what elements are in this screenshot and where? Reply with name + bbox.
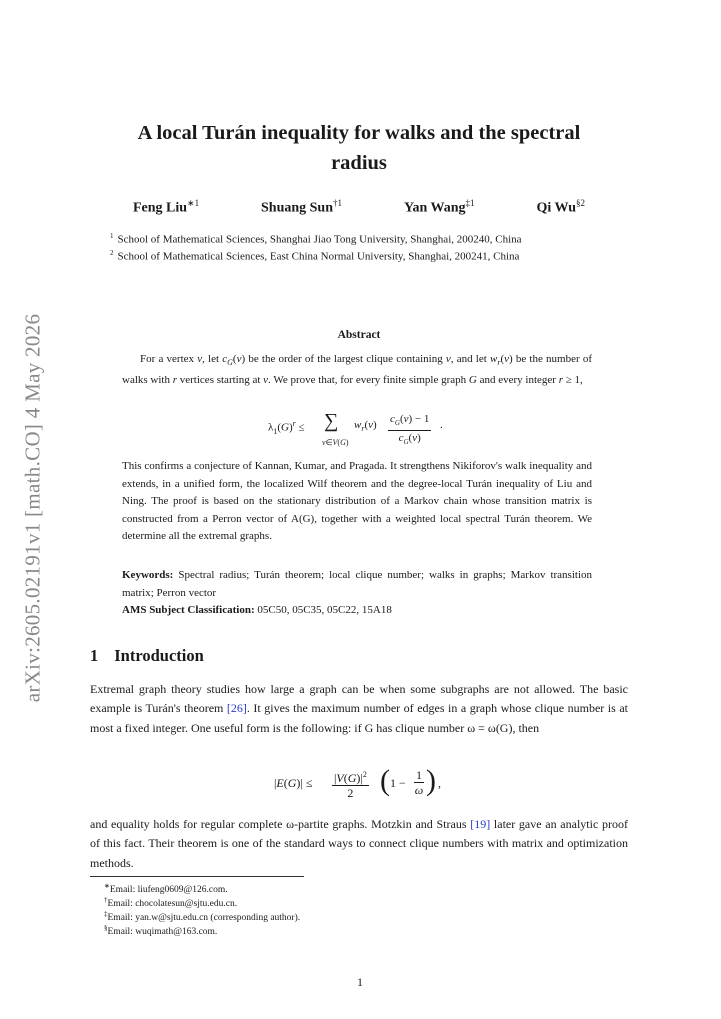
ams-classification: AMS Subject Classification: 05C50, 05C35, 05C22, 15A18: [122, 604, 392, 616]
paper-title: [90, 118, 628, 178]
keywords: Keywords: Spectral radius; Turán theorem; local clique number; walks in graphs; Markov transition matrix; Perron vector: [122, 569, 593, 599]
footnote-rule: [90, 876, 304, 877]
section-heading: 1 Introduction: [90, 646, 204, 665]
abstract-paragraph-2: This confirms a conjecture of Kannan, Kumar, and Pragada. It strengthens Nikiforov's walk inequality and extends, in a unified form, the localized Wilf theorem and the degree-local Turán inequality of Liu and Ning. The proof is based on the stationary distribution of a Markov chain whose transition matrix is constructed from a Perron vector of A(G), together with a weighted local spectral Turán theorem. We determine all the extremal graphs.: [122, 460, 592, 543]
author: Qi Wu$^{\S 2}$: [536, 198, 586, 216]
title-line-1: A local Turán inequality for walks and the spectral: [137, 122, 581, 144]
affiliation: $^2$ School of Mathematical Sciences, East China Normal University, Shanghai, 200241, China: [110, 249, 520, 263]
citation-link[interactable]: [26]: [226, 701, 247, 716]
citation-link[interactable]: [19]: [470, 817, 491, 831]
footnote: ‡Email: yan.w@sjtu.edu.cn (corresponding author).: [104, 910, 301, 924]
intro-paragraph-2: and equality holds for regular complete ω-partite graphs. Motzkin and Straus [19] later gave an analytic proof of this fact. Their theorem is one of the standard ways to connect clique numbers with matrix and optimization methods.: [90, 817, 628, 870]
title-line-2: radius: [331, 152, 387, 174]
arxiv-stamp: arXiv:2605.02191v1 [math.CO] 4 May 2026: [20, 313, 45, 702]
author: Yan Wang$^{\ddagger 1}$: [403, 198, 475, 216]
abstract-paragraph-1: For a vertex v, let $c_G(v)$ be the order of the largest clique containing v, and let $w_r(v)$ be the number of walks with r vertices starting at v. We prove that, for every finite simple graph G and every integer r ≥ 1,: [122, 353, 592, 386]
footnote: ∗Email: liufeng0609@126.com.: [104, 882, 228, 896]
footnote: †Email: chocolatesun@sjtu.edu.cn.: [104, 896, 238, 910]
author: Feng Liu$^{∗1}$: [132, 198, 200, 216]
author: Shuang Sun$^{\dagger 1}$: [261, 198, 343, 216]
page-number: 1: [357, 975, 363, 989]
affiliation: $^1$ School of Mathematical Sciences, Shanghai Jiao Tong University, Shanghai, 200240, China: [110, 232, 522, 246]
intro-paragraph-1: Extremal graph theory studies how large a graph can be when some subgraphs are not allowed. The basic example is Turán's theorem [26]. It gives the maximum number of edges in a graph whose clique number is at most a fixed integer. One useful form is the following: if G has clique number ω = ω(G), then: [90, 682, 628, 735]
abstract-heading: Abstract: [337, 329, 381, 341]
footnote: §Email: wuqimath@163.com.: [104, 924, 218, 938]
author-list: [90, 198, 628, 217]
